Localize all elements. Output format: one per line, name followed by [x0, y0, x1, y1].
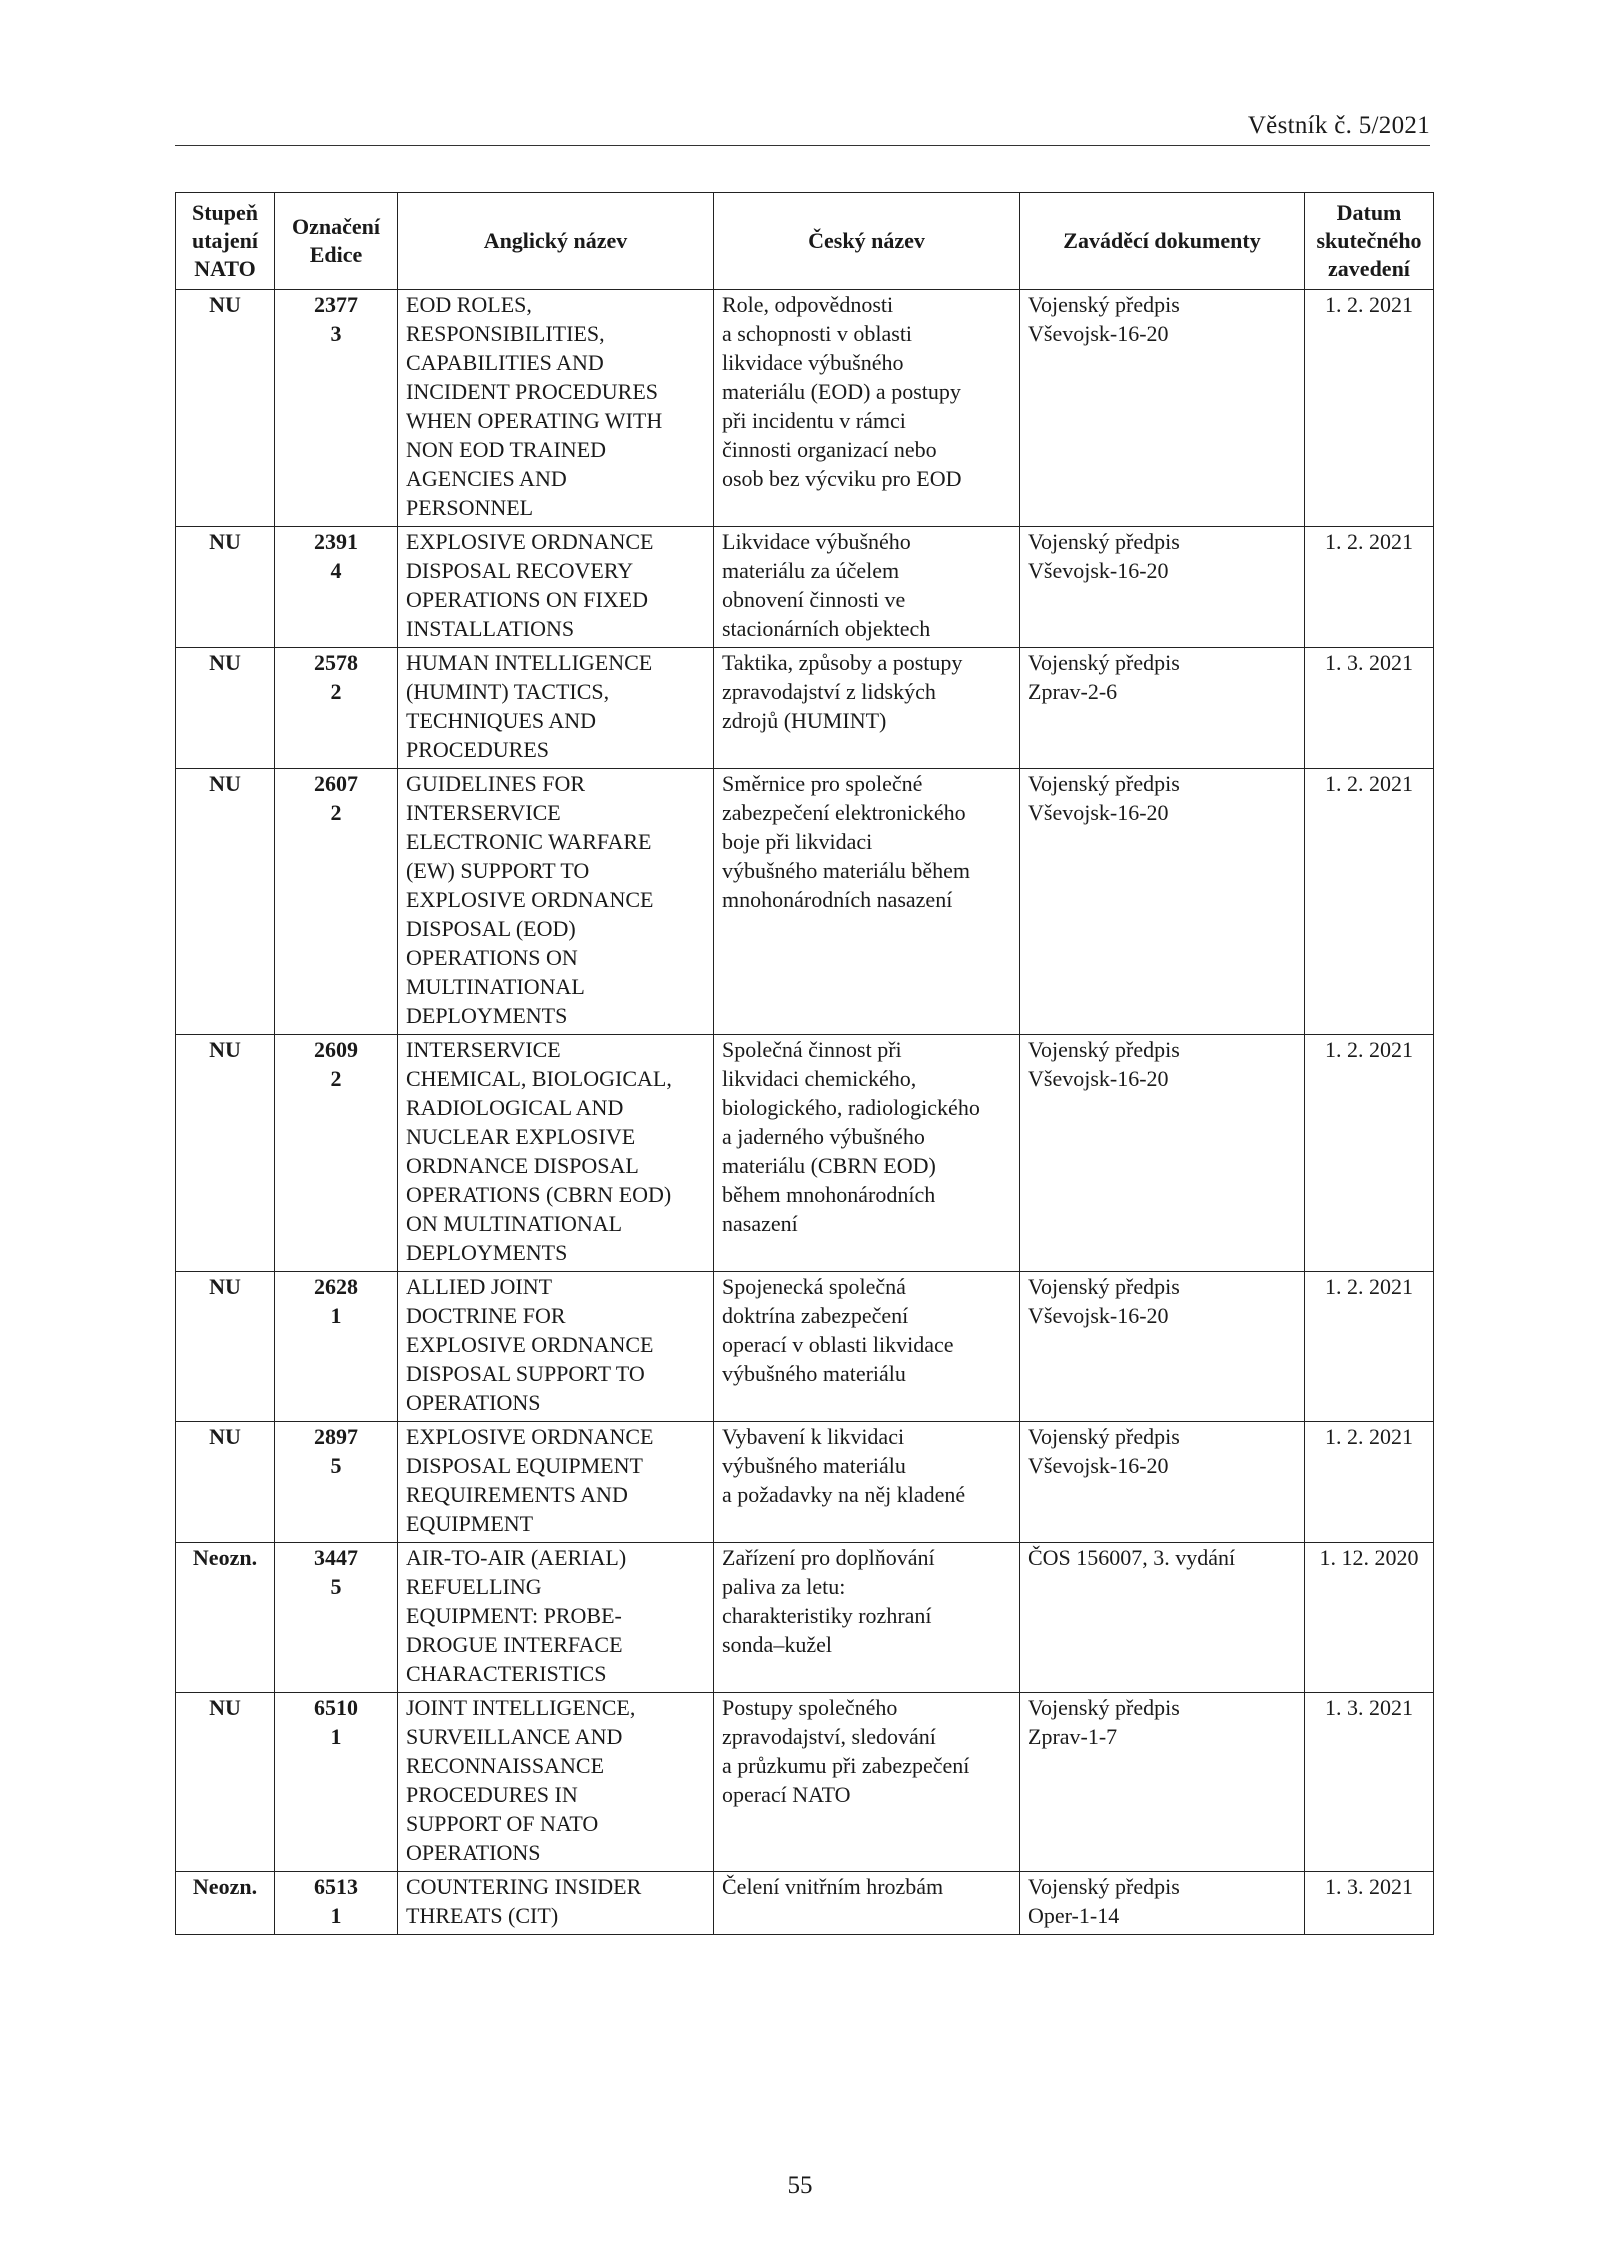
english-title-line: EXPLOSIVE ORDNANCE — [406, 1424, 654, 1449]
edition-number: 1 — [330, 1303, 342, 1328]
classification-level-cell — [176, 648, 275, 769]
stanag-number: 2607 — [314, 771, 358, 796]
english-title-line: PROCEDURES IN — [406, 1782, 578, 1807]
stanag-number: 3447 — [314, 1545, 358, 1570]
implementing-documents-cell — [1020, 769, 1305, 1035]
czech-title-line: zpravodajství, sledování — [722, 1724, 936, 1749]
implementation-date-cell — [1305, 1035, 1434, 1272]
edition-number: 5 — [330, 1453, 342, 1478]
implementing-document-line: Vojenský předpis — [1028, 292, 1180, 317]
czech-title-line: Společná činnost při — [722, 1037, 902, 1062]
english-title-line: RESPONSIBILITIES, — [406, 321, 605, 346]
implementation-date: 1. 3. 2021 — [1325, 1874, 1413, 1899]
czech-title-line: sonda–kužel — [722, 1632, 832, 1657]
english-title-line: CHARACTERISTICS — [406, 1661, 607, 1686]
czech-title-cell — [714, 290, 1020, 527]
implementing-document-line: Vojenský předpis — [1028, 650, 1180, 675]
page-header: Věstník č. 5/2021 — [1247, 112, 1430, 139]
english-title-line: DISPOSAL EQUIPMENT — [406, 1453, 643, 1478]
implementing-document-line: Vojenský předpis — [1028, 1037, 1180, 1062]
table-row — [176, 1422, 1434, 1543]
english-title-cell — [398, 1422, 714, 1543]
implementing-document-line: Vševojsk-16-20 — [1028, 1453, 1169, 1478]
english-title-line: OPERATIONS — [406, 1840, 541, 1865]
czech-title-line: činnosti organizací nebo — [722, 437, 937, 462]
english-title-line: ELECTRONIC WARFARE — [406, 829, 652, 854]
english-title-line: EOD ROLES, — [406, 292, 532, 317]
stanag-number: 2391 — [314, 529, 358, 554]
implementation-date-cell — [1305, 290, 1434, 527]
czech-title-line: operací v oblasti likvidace — [722, 1332, 954, 1357]
english-title-cell — [398, 290, 714, 527]
czech-title-cell — [714, 1543, 1020, 1693]
english-title-line: INSTALLATIONS — [406, 616, 575, 641]
czech-title-line: při incidentu v rámci — [722, 408, 906, 433]
stanag-number: 6513 — [314, 1874, 358, 1899]
english-title-cell — [398, 1693, 714, 1872]
header-czech-title — [714, 193, 1020, 290]
implementing-document-line: Vojenský předpis — [1028, 529, 1180, 554]
czech-title-line: materiálu (CBRN EOD) — [722, 1153, 936, 1178]
czech-title-cell — [714, 1422, 1020, 1543]
header-line: Datum — [1336, 200, 1402, 225]
header-line: Označení — [292, 214, 380, 239]
table-row — [176, 1872, 1434, 1935]
czech-title-line: Čelení vnitřním hrozbám — [722, 1874, 944, 1899]
implementation-date: 1. 2. 2021 — [1325, 292, 1413, 317]
english-title-line: (EW) SUPPORT TO — [406, 858, 590, 883]
implementing-document-line: Vševojsk-16-20 — [1028, 1303, 1169, 1328]
english-title-line: INCIDENT PROCEDURES — [406, 379, 659, 404]
english-title-line: WHEN OPERATING WITH — [406, 408, 663, 433]
english-title-cell — [398, 1272, 714, 1422]
english-title-cell — [398, 1872, 714, 1935]
implementation-date: 1. 2. 2021 — [1325, 1037, 1413, 1062]
czech-title-line: výbušného materiálu během — [722, 858, 971, 883]
english-title-line: PERSONNEL — [406, 495, 534, 520]
czech-title-line: a jaderného výbušného — [722, 1124, 925, 1149]
stanag-number: 2609 — [314, 1037, 358, 1062]
table-body — [176, 290, 1434, 1935]
czech-title-line: a požadavky na něj kladené — [722, 1482, 966, 1507]
english-title-line: COUNTERING INSIDER — [406, 1874, 642, 1899]
czech-title-cell — [714, 1272, 1020, 1422]
czech-title-line: boje při likvidaci — [722, 829, 873, 854]
czech-title-line: stacionárních objektech — [722, 616, 931, 641]
header-line: Anglický název — [483, 228, 628, 253]
classification-level-cell — [176, 1872, 275, 1935]
english-title-line: HUMAN INTELLIGENCE — [406, 650, 653, 675]
english-title-line: EXPLOSIVE ORDNANCE — [406, 529, 654, 554]
czech-title-line: zabezpečení elektronického — [722, 800, 966, 825]
czech-title-cell — [714, 527, 1020, 648]
implementation-date: 1. 12. 2020 — [1319, 1545, 1419, 1570]
czech-title-line: paliva za letu: — [722, 1574, 846, 1599]
edition-number: 3 — [330, 321, 342, 346]
czech-title-line: Likvidace výbušného — [722, 529, 911, 554]
header-designation-edition — [275, 193, 398, 290]
implementing-document-line: Vševojsk-16-20 — [1028, 321, 1169, 346]
implementing-document-line: Vševojsk-16-20 — [1028, 800, 1169, 825]
implementing-document-line: Zprav-1-7 — [1028, 1724, 1118, 1749]
english-title-line: JOINT INTELLIGENCE, — [406, 1695, 636, 1720]
english-title-line: MULTINATIONAL — [406, 974, 585, 999]
english-title-line: DISPOSAL (EOD) — [406, 916, 576, 941]
implementation-date-cell — [1305, 648, 1434, 769]
implementing-documents-cell — [1020, 1543, 1305, 1693]
implementing-document-line: Vojenský předpis — [1028, 1274, 1180, 1299]
edition-number: 2 — [330, 1066, 342, 1091]
english-title-line: INTERSERVICE — [406, 1037, 561, 1062]
english-title-line: CAPABILITIES AND — [406, 350, 604, 375]
implementing-document-line: Vojenský předpis — [1028, 771, 1180, 796]
designation-cell — [275, 1543, 398, 1693]
classification-level: NU — [209, 1274, 241, 1299]
implementing-document-line: Vojenský předpis — [1028, 1695, 1180, 1720]
implementing-document-line: Vševojsk-16-20 — [1028, 1066, 1169, 1091]
czech-title-line: obnovení činnosti ve — [722, 587, 906, 612]
english-title-line: RECONNAISSANCE — [406, 1753, 605, 1778]
edition-number: 2 — [330, 679, 342, 704]
implementation-date: 1. 2. 2021 — [1325, 771, 1413, 796]
designation-cell — [275, 769, 398, 1035]
header-line: Stupeň — [191, 200, 259, 225]
edition-number: 4 — [330, 558, 342, 583]
header-line: Český název — [808, 228, 925, 253]
stanag-number: 2628 — [314, 1274, 358, 1299]
english-title-line: AGENCIES AND — [406, 466, 567, 491]
table-header-row — [176, 193, 1434, 290]
header-line: skutečného — [1316, 228, 1422, 253]
implementing-documents-cell — [1020, 1035, 1305, 1272]
table-row — [176, 527, 1434, 648]
header-line: NATO — [194, 256, 256, 281]
english-title-line: REFUELLING — [406, 1574, 542, 1599]
edition-number: 2 — [330, 800, 342, 825]
english-title-line: EQUIPMENT — [406, 1511, 534, 1536]
english-title-cell — [398, 527, 714, 648]
english-title-line: ALLIED JOINT — [406, 1274, 553, 1299]
implementation-date-cell — [1305, 769, 1434, 1035]
czech-title-line: výbušného materiálu — [722, 1453, 906, 1478]
classification-level-cell — [176, 1693, 275, 1872]
czech-title-line: doktrína zabezpečení — [722, 1303, 909, 1328]
english-title-line: REQUIREMENTS AND — [406, 1482, 628, 1507]
english-title-line: OPERATIONS ON FIXED — [406, 587, 649, 612]
table-row — [176, 1272, 1434, 1422]
designation-cell — [275, 1035, 398, 1272]
implementing-documents-cell — [1020, 1872, 1305, 1935]
classification-level-cell — [176, 527, 275, 648]
english-title-line: NON EOD TRAINED — [406, 437, 607, 462]
classification-level-cell — [176, 1035, 275, 1272]
stanag-number: 2377 — [314, 292, 358, 317]
implementing-document-line: ČOS 156007, 3. vydání — [1028, 1545, 1236, 1570]
czech-title-cell — [714, 1872, 1020, 1935]
czech-title-line: Spojenecká společná — [722, 1274, 906, 1299]
english-title-line: OPERATIONS (CBRN EOD) — [406, 1182, 672, 1207]
header-line: Edice — [309, 242, 363, 267]
english-title-line: DISPOSAL SUPPORT TO — [406, 1361, 645, 1386]
classification-level-cell — [176, 290, 275, 527]
stanag-number: 2578 — [314, 650, 358, 675]
english-title-line: EXPLOSIVE ORDNANCE — [406, 887, 654, 912]
classification-level: Neozn. — [192, 1874, 258, 1899]
header-classification-level — [176, 193, 275, 290]
edition-number: 5 — [330, 1574, 342, 1599]
english-title-line: SUPPORT OF NATO — [406, 1811, 599, 1836]
table-row — [176, 769, 1434, 1035]
czech-title-line: likvidaci chemického, — [722, 1066, 917, 1091]
czech-title-line: charakteristiky rozhraní — [722, 1603, 932, 1628]
classification-level: NU — [209, 650, 241, 675]
czech-title-line: operací NATO — [722, 1782, 851, 1807]
english-title-line: EQUIPMENT: PROBE- — [406, 1603, 622, 1628]
classification-level: NU — [209, 529, 241, 554]
implementing-documents-cell — [1020, 1693, 1305, 1872]
classification-level: NU — [209, 1037, 241, 1062]
czech-title-cell — [714, 769, 1020, 1035]
header-line: Zaváděcí dokumenty — [1063, 228, 1261, 253]
english-title-cell — [398, 769, 714, 1035]
implementation-date-cell — [1305, 1272, 1434, 1422]
classification-level-cell — [176, 1543, 275, 1693]
czech-title-line: materiálu za účelem — [722, 558, 900, 583]
english-title-line: ORDNANCE DISPOSAL — [406, 1153, 639, 1178]
english-title-cell — [398, 648, 714, 769]
english-title-line: DISPOSAL RECOVERY — [406, 558, 634, 583]
implementing-document-line: Zprav-2-6 — [1028, 679, 1118, 704]
implementing-document-line: Vševojsk-16-20 — [1028, 558, 1169, 583]
header-implementing-documents — [1020, 193, 1305, 290]
czech-title-line: osob bez výcviku pro EOD — [722, 466, 962, 491]
implementing-documents-cell — [1020, 648, 1305, 769]
edition-number: 1 — [330, 1903, 342, 1928]
stanag-number: 6510 — [314, 1695, 358, 1720]
stanag-table — [175, 192, 1434, 1935]
english-title-line: DEPLOYMENTS — [406, 1240, 568, 1265]
english-title-line: CHEMICAL, BIOLOGICAL, — [406, 1066, 672, 1091]
classification-level: Neozn. — [192, 1545, 258, 1570]
header-divider — [175, 145, 1430, 146]
implementing-documents-cell — [1020, 1422, 1305, 1543]
english-title-line: DEPLOYMENTS — [406, 1003, 568, 1028]
english-title-line: NUCLEAR EXPLOSIVE — [406, 1124, 636, 1149]
english-title-line: DOCTRINE FOR — [406, 1303, 566, 1328]
english-title-line: RADIOLOGICAL AND — [406, 1095, 624, 1120]
czech-title-line: mnohonárodních nasazení — [722, 887, 953, 912]
implementing-document-line: Oper-1-14 — [1028, 1903, 1120, 1928]
designation-cell — [275, 527, 398, 648]
czech-title-line: zdrojů (HUMINT) — [722, 708, 887, 733]
implementation-date-cell — [1305, 1422, 1434, 1543]
czech-title-line: výbušného materiálu — [722, 1361, 906, 1386]
implementation-date: 1. 3. 2021 — [1325, 650, 1413, 675]
table-row — [176, 1693, 1434, 1872]
designation-cell — [275, 1272, 398, 1422]
english-title-line: OPERATIONS ON — [406, 945, 578, 970]
czech-title-cell — [714, 648, 1020, 769]
designation-cell — [275, 1693, 398, 1872]
english-title-line: PROCEDURES — [406, 737, 550, 762]
czech-title-line: Zařízení pro doplňování — [722, 1545, 935, 1570]
english-title-line: GUIDELINES FOR — [406, 771, 586, 796]
czech-title-line: Vybavení k likvidaci — [722, 1424, 905, 1449]
designation-cell — [275, 648, 398, 769]
designation-cell — [275, 1422, 398, 1543]
english-title-line: THREATS (CIT) — [406, 1903, 559, 1928]
table-row — [176, 290, 1434, 527]
english-title-line: SURVEILLANCE AND — [406, 1724, 623, 1749]
czech-title-line: během mnohonárodních — [722, 1182, 936, 1207]
czech-title-line: Role, odpovědnosti — [722, 292, 894, 317]
designation-cell — [275, 290, 398, 527]
english-title-line: TECHNIQUES AND — [406, 708, 597, 733]
implementation-date-cell — [1305, 1872, 1434, 1935]
table-row — [176, 648, 1434, 769]
czech-title-cell — [714, 1693, 1020, 1872]
classification-level: NU — [209, 1424, 241, 1449]
classification-level-cell — [176, 1422, 275, 1543]
english-title-line: (HUMINT) TACTICS, — [406, 679, 610, 704]
implementation-date-cell — [1305, 1543, 1434, 1693]
czech-title-cell — [714, 1035, 1020, 1272]
implementing-document-line: Vojenský předpis — [1028, 1874, 1180, 1899]
header-line: utajení — [192, 228, 258, 253]
implementing-document-line: Vojenský předpis — [1028, 1424, 1180, 1449]
stanag-number: 2897 — [314, 1424, 358, 1449]
czech-title-line: a schopnosti v oblasti — [722, 321, 913, 346]
implementing-documents-cell — [1020, 1272, 1305, 1422]
english-title-line: AIR-TO-AIR (AERIAL) — [406, 1545, 627, 1570]
implementation-date-cell — [1305, 1693, 1434, 1872]
classification-level-cell — [176, 769, 275, 1035]
english-title-line: OPERATIONS — [406, 1390, 541, 1415]
classification-level-cell — [176, 1272, 275, 1422]
czech-title-line: Taktika, způsoby a postupy — [722, 650, 963, 675]
header-line: zavedení — [1328, 256, 1410, 281]
implementing-documents-cell — [1020, 290, 1305, 527]
czech-title-line: materiálu (EOD) a postupy — [722, 379, 961, 404]
edition-number: 1 — [330, 1724, 342, 1749]
czech-title-line: zpravodajství z lidských — [722, 679, 936, 704]
header-implementation-date — [1305, 193, 1434, 290]
designation-cell — [275, 1872, 398, 1935]
table-row — [176, 1543, 1434, 1693]
implementation-date: 1. 3. 2021 — [1325, 1695, 1413, 1720]
czech-title-line: nasazení — [722, 1211, 798, 1236]
classification-level: NU — [209, 771, 241, 796]
czech-title-line: Postupy společného — [722, 1695, 898, 1720]
english-title-line: DROGUE INTERFACE — [406, 1632, 623, 1657]
english-title-line: ON MULTINATIONAL — [406, 1211, 623, 1236]
english-title-line: EXPLOSIVE ORDNANCE — [406, 1332, 654, 1357]
table-row — [176, 1035, 1434, 1272]
implementation-date: 1. 2. 2021 — [1325, 1274, 1413, 1299]
classification-level: NU — [209, 1695, 241, 1720]
czech-title-line: likvidace výbušného — [722, 350, 904, 375]
implementation-date: 1. 2. 2021 — [1325, 1424, 1413, 1449]
english-title-cell — [398, 1543, 714, 1693]
czech-title-line: a průzkumu při zabezpečení — [722, 1753, 970, 1778]
implementation-date-cell — [1305, 527, 1434, 648]
czech-title-line: Směrnice pro společné — [722, 771, 923, 796]
classification-level: NU — [209, 292, 241, 317]
implementing-documents-cell — [1020, 527, 1305, 648]
implementation-date: 1. 2. 2021 — [1325, 529, 1413, 554]
page-number: 55 — [787, 2172, 813, 2199]
czech-title-line: biologického, radiologického — [722, 1095, 980, 1120]
english-title-line: INTERSERVICE — [406, 800, 561, 825]
english-title-cell — [398, 1035, 714, 1272]
header-english-title — [398, 193, 714, 290]
